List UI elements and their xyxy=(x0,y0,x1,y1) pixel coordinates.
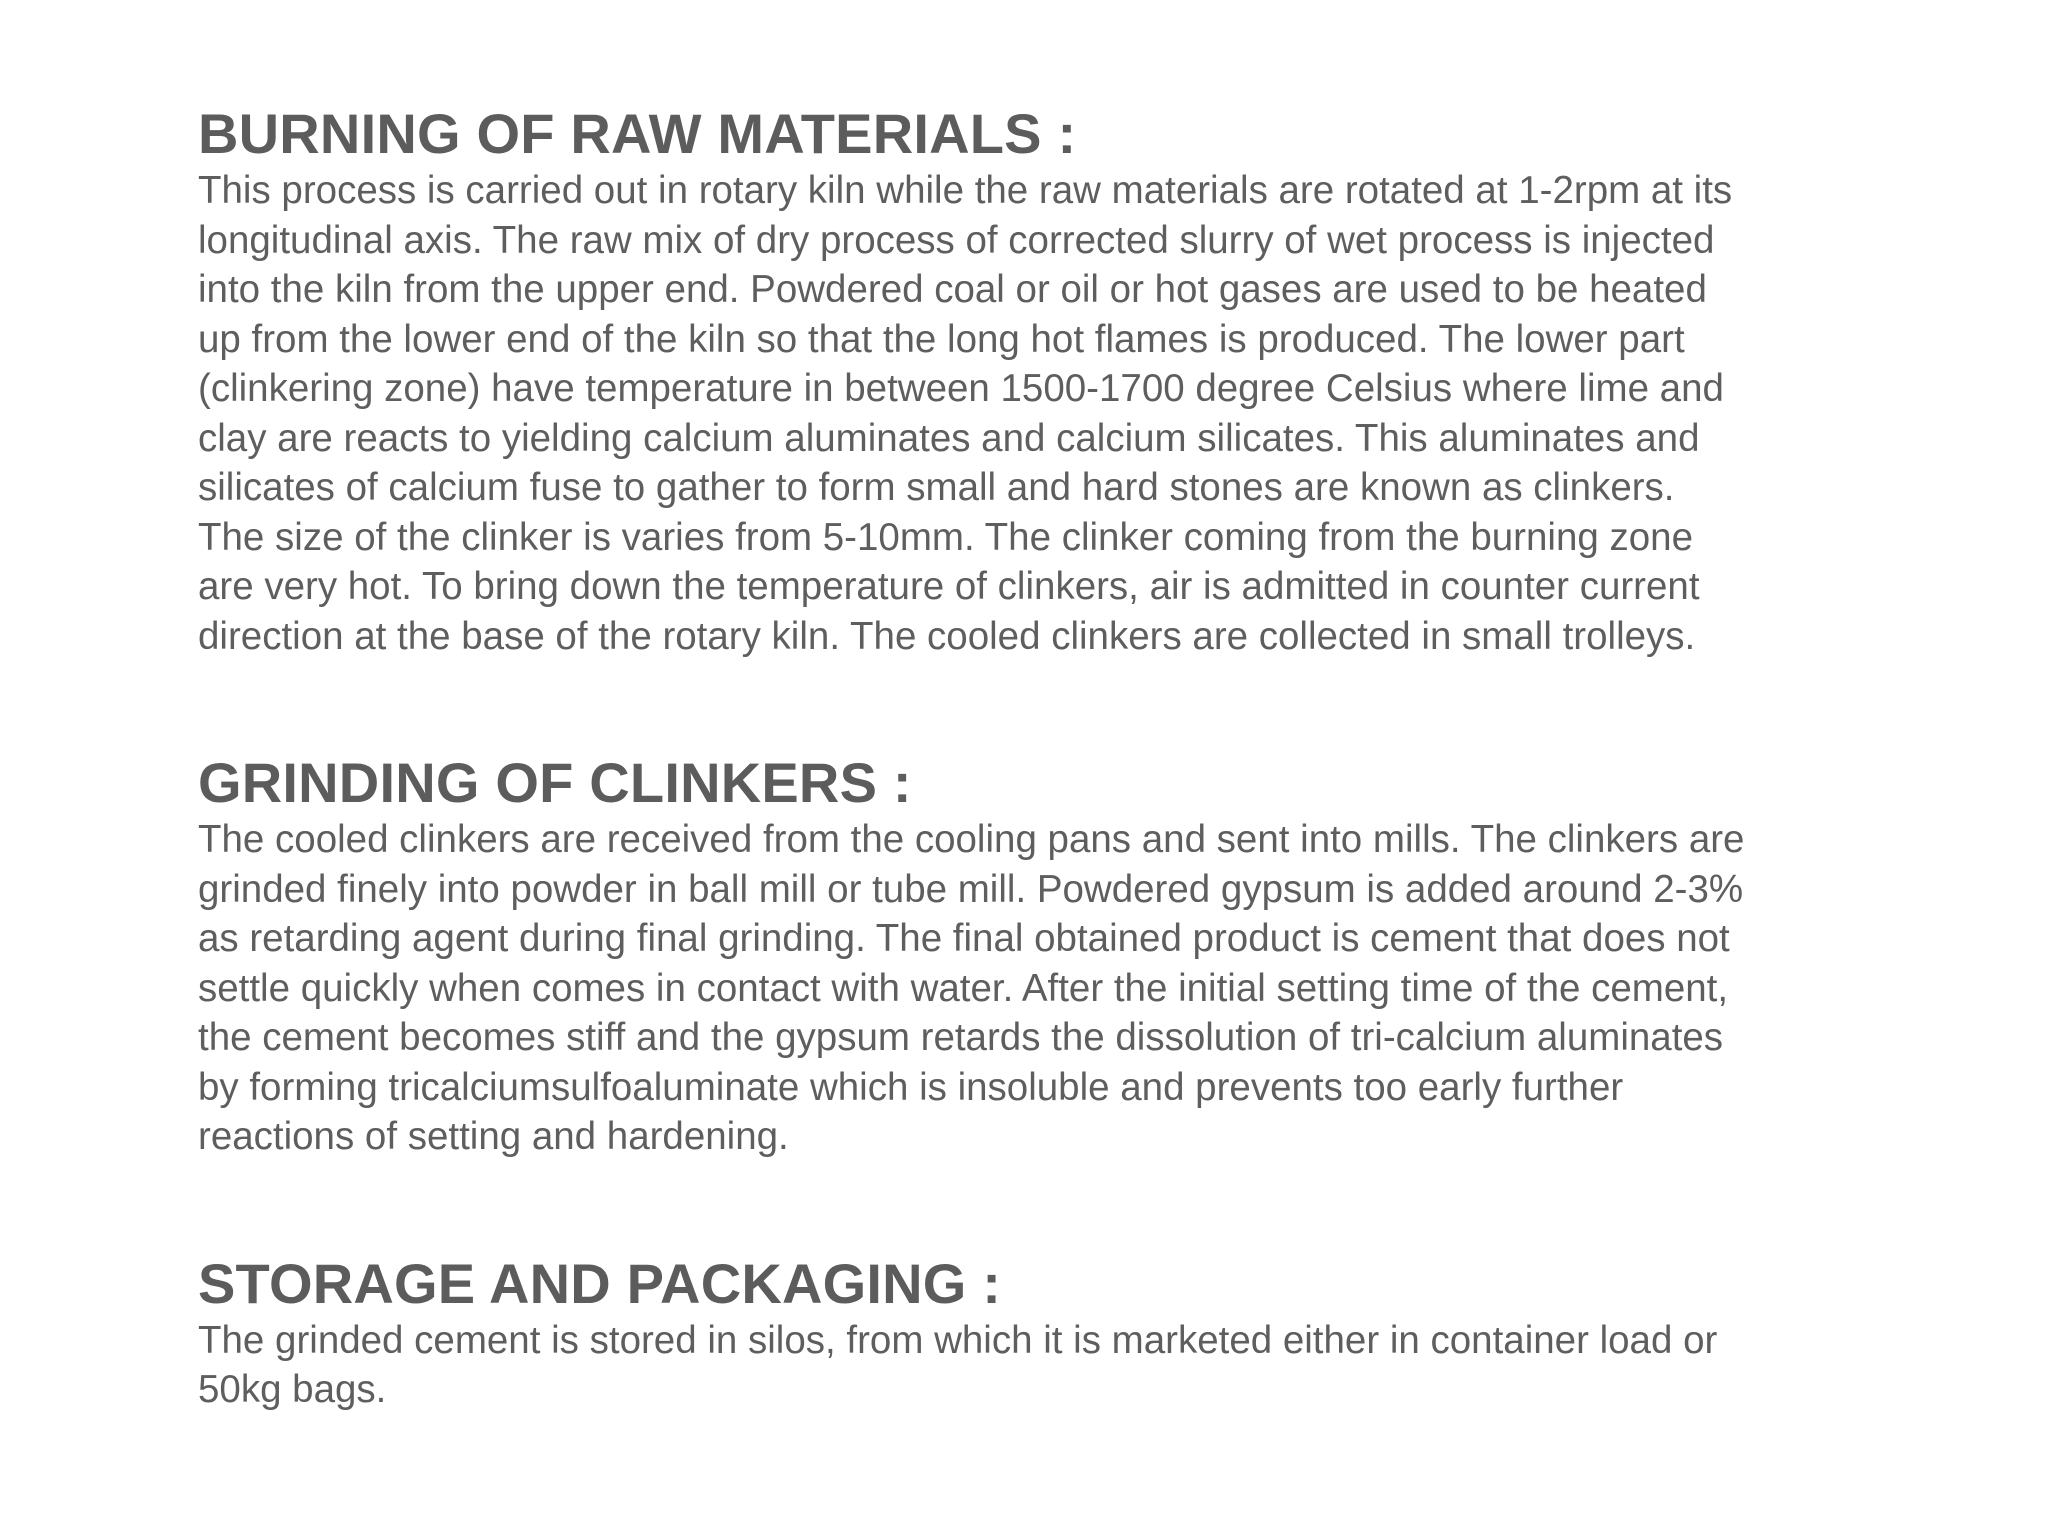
body-line: by forming tricalciumsulfoaluminate which is insoluble and prevents too early further xyxy=(198,1065,1624,1109)
document-page xyxy=(198,102,1898,1415)
section-burning-of-raw-materials xyxy=(198,102,1898,661)
body-line: are very hot. To bring down the temperature of clinkers, air is admitted in counter current xyxy=(198,565,1700,608)
section-body xyxy=(198,1316,1898,1415)
body-line: The grinded cement is stored in silos, from which it is marketed either in container load or xyxy=(198,1318,1718,1362)
body-line: direction at the base of the rotary kiln. The cooled clinkers are collected in small trolleys. xyxy=(198,614,1696,658)
section-body xyxy=(198,166,1898,661)
body-line: silicates of calcium fuse to gather to form small and hard stones are known as clinkers. xyxy=(198,466,1675,509)
body-line: 50kg bags. xyxy=(198,1368,387,1411)
body-line: as retarding agent during final grinding. The final obtained product is cement that does not xyxy=(198,917,1730,960)
body-line: This process is carried out in rotary kiln while the raw materials are rotated at 1-2rpm at its xyxy=(198,169,1733,212)
section-grinding-of-clinkers xyxy=(198,751,1898,1162)
section-heading: BURNING OF RAW MATERIALS : xyxy=(198,102,1077,165)
body-line: settle quickly when comes in contact with water. After the initial setting time of the cement, xyxy=(198,966,1729,1010)
body-line: reactions of setting and hardening. xyxy=(198,1115,789,1158)
body-line: the cement becomes stiff and the gypsum retards the dissolution of tri-calcium aluminates xyxy=(198,1016,1724,1059)
section-heading: GRINDING OF CLINKERS : xyxy=(198,751,912,814)
body-line: up from the lower end of the kiln so that the long hot flames is produced. The lower part xyxy=(198,317,1685,361)
section-heading: STORAGE AND PACKAGING : xyxy=(198,1251,1002,1315)
section-body xyxy=(198,815,1898,1162)
body-line: into the kiln from the upper end. Powdered coal or oil or hot gases are used to be heated xyxy=(198,268,1707,311)
body-line: The size of the clinker is varies from 5-10mm. The clinker coming from the burning zone xyxy=(198,515,1693,559)
body-line: clay are reacts to yielding calcium aluminates and calcium silicates. This aluminates and xyxy=(198,416,1700,460)
body-line: longitudinal axis. The raw mix of dry process of corrected slurry of wet process is injected xyxy=(198,218,1715,262)
body-line: (clinkering zone) have temperature in between 1500-1700 degree Celsius where lime and xyxy=(198,367,1724,410)
section-storage-and-packaging xyxy=(198,1252,1898,1415)
body-line: The cooled clinkers are received from the cooling pans and sent into mills. The clinkers are xyxy=(198,818,1745,861)
body-line: grinded finely into powder in ball mill or tube mill. Powdered gypsum is added around 2-3% xyxy=(198,867,1744,911)
